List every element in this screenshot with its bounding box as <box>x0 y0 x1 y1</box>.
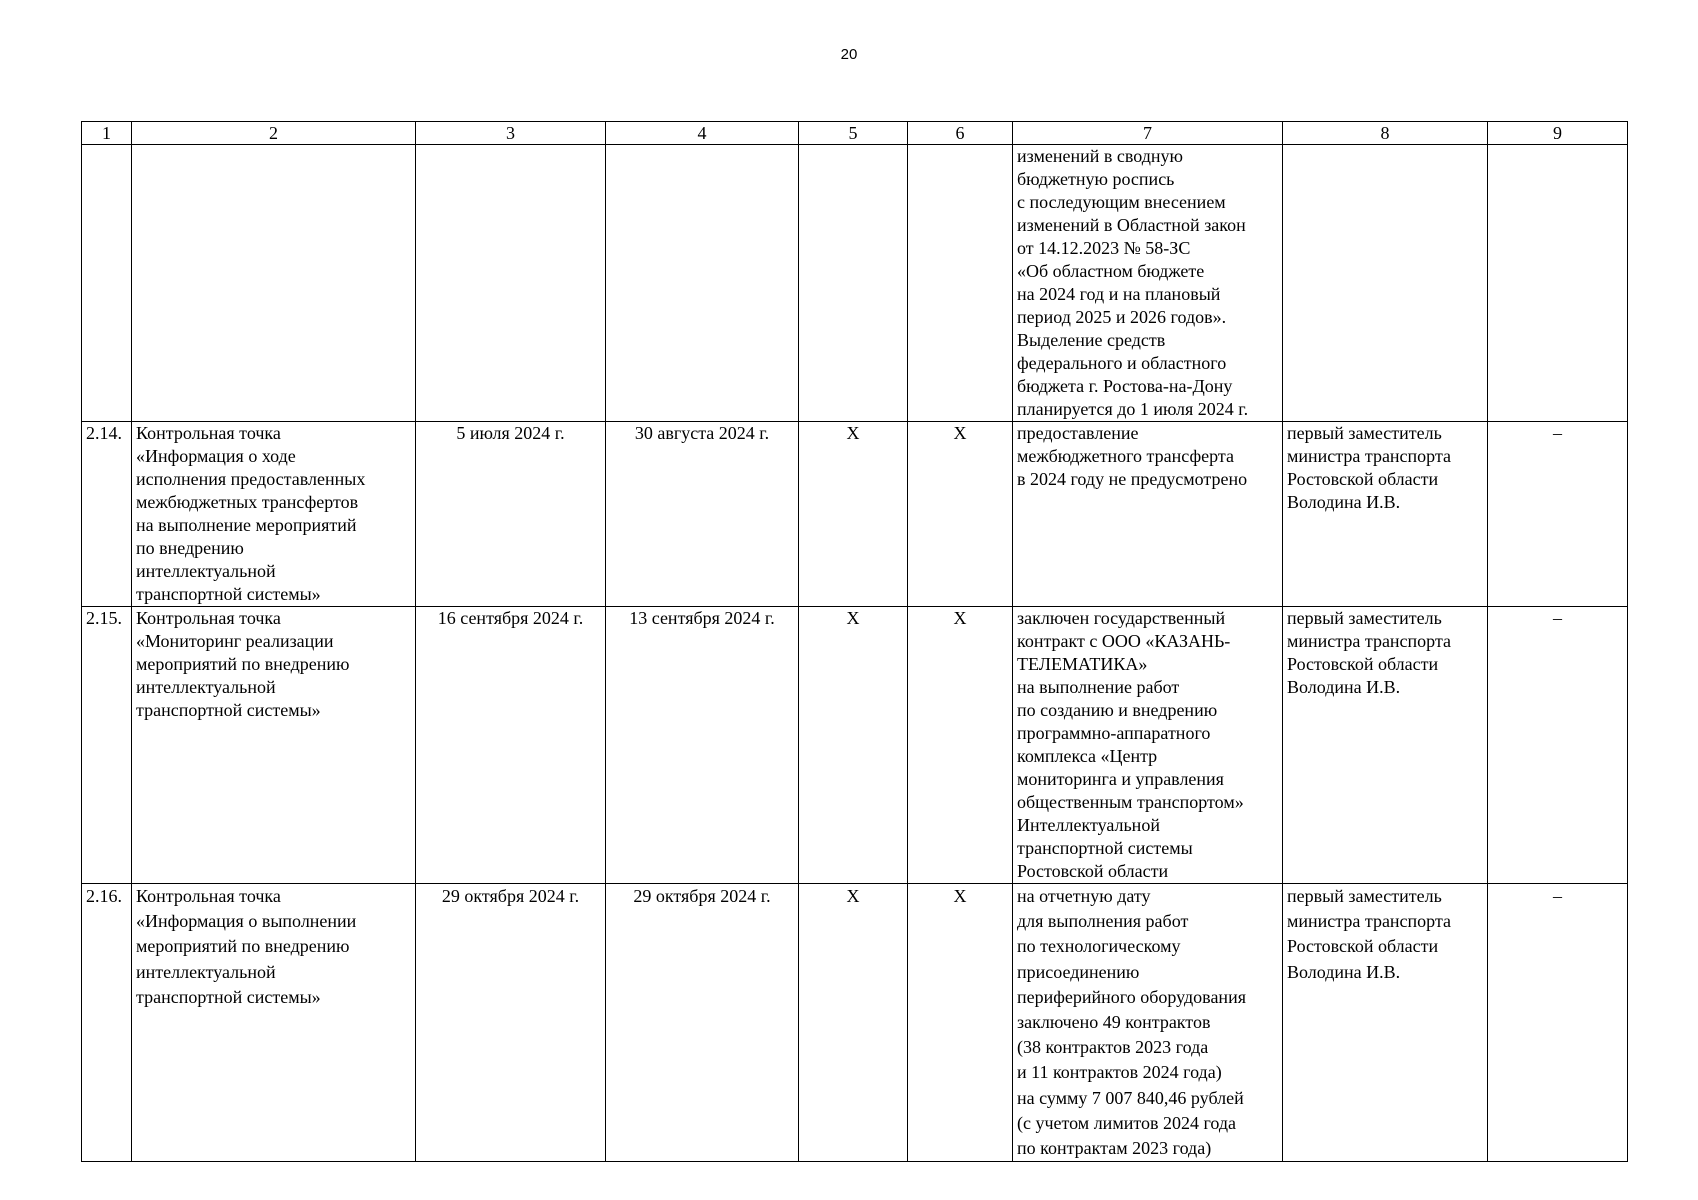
column-header: 7 <box>1013 122 1283 145</box>
text-line: «Об областном бюджете <box>1017 261 1205 281</box>
text-line: предоставление <box>1017 423 1139 443</box>
cell-responsible <box>1283 884 1488 1162</box>
cell-col6: Х <box>908 607 1013 884</box>
text-line: заключен государственный <box>1017 608 1226 628</box>
cell-num: 2.14. <box>82 422 132 607</box>
text-line: на выполнение работ <box>1017 677 1180 697</box>
text-line: контракт с ООО «КАЗАНЬ- <box>1017 631 1231 651</box>
text-line: по контрактам 2023 года) <box>1017 1138 1212 1159</box>
text-line: Володина И.В. <box>1287 961 1401 982</box>
column-header: 8 <box>1283 122 1488 145</box>
text-line: на отчетную дату <box>1017 886 1151 906</box>
column-header: 1 <box>82 122 132 145</box>
text-line: планируется до 1 июля 2024 г. <box>1017 399 1249 419</box>
column-header: 3 <box>416 122 606 145</box>
text-line: министра транспорта <box>1287 631 1452 651</box>
text-line: по созданию и внедрению <box>1017 700 1218 720</box>
cell-result <box>1013 145 1283 422</box>
text-line: изменений в сводную <box>1017 146 1183 166</box>
text-line: Володина И.В. <box>1287 492 1401 512</box>
text-line: и 11 контрактов 2024 года) <box>1017 1062 1222 1083</box>
text-line: Выделение средств <box>1017 330 1166 350</box>
cell-col6: Х <box>908 884 1013 1162</box>
text-line: мероприятий по внедрению <box>136 936 350 957</box>
text-line: транспортной системы» <box>136 700 321 720</box>
text-line: Интеллектуальной <box>1017 815 1160 835</box>
cell-result <box>1013 607 1283 884</box>
text-line: Ростовской области <box>1017 861 1169 881</box>
table-row <box>82 884 1628 1162</box>
cell-col5: Х <box>799 422 908 607</box>
text-line: интеллектуальной <box>136 561 276 581</box>
text-line: по технологическому <box>1017 936 1181 957</box>
text-line: на 2024 год и на плановый <box>1017 284 1221 304</box>
table-row-continuation <box>82 145 1628 422</box>
text-line: «Информация о выполнении <box>136 911 357 932</box>
text-line: от 14.12.2023 № 58-ЗС <box>1017 238 1191 258</box>
text-line: межбюджетных трансфертов <box>136 492 359 512</box>
text-line: транспортной системы» <box>136 584 321 604</box>
text-line: (с учетом лимитов 2024 года <box>1017 1112 1237 1133</box>
text-line: первый заместитель <box>1287 423 1442 443</box>
text-line: Контрольная точка <box>136 423 281 443</box>
text-line: присоединению <box>1017 961 1140 982</box>
text-line: мероприятий по внедрению <box>136 654 350 674</box>
text-line: Ростовской области <box>1287 936 1439 957</box>
text-line: министра транспорта <box>1287 446 1452 466</box>
table-row <box>82 422 1628 607</box>
text-line: для выполнения работ <box>1017 911 1189 932</box>
text-line: Ростовской области <box>1287 469 1439 489</box>
cell-col9: – <box>1488 884 1628 1162</box>
table-header-row <box>82 122 1628 145</box>
cell-name <box>132 607 416 884</box>
column-header: 5 <box>799 122 908 145</box>
cell-col5: Х <box>799 607 908 884</box>
text-line: комплекса «Центр <box>1017 746 1158 766</box>
page-number: 20 <box>840 46 858 63</box>
cell-fact-date: 13 сентября 2024 г. <box>606 607 799 884</box>
text-line: бюджета г. Ростова-на-Дону <box>1017 376 1233 396</box>
cell-plan-date: 16 сентября 2024 г. <box>416 607 606 884</box>
cell-fact-date: 29 октября 2024 г. <box>606 884 799 1162</box>
cell-num <box>82 145 132 422</box>
cell-name <box>132 145 416 422</box>
text-line: бюджетную роспись <box>1017 169 1175 189</box>
report-table <box>81 121 1628 1162</box>
text-line: программно-аппаратного <box>1017 723 1211 743</box>
text-line: в 2024 году не предусмотрено <box>1017 469 1248 489</box>
text-line: периферийного оборудования <box>1017 986 1246 1007</box>
cell-col5: Х <box>799 884 908 1162</box>
text-line: Ростовской области <box>1287 654 1439 674</box>
cell-fact-date: 30 августа 2024 г. <box>606 422 799 607</box>
text-line: на сумму 7 007 840,46 рублей <box>1017 1087 1244 1108</box>
text-line: ТЕЛЕМАТИКА» <box>1017 654 1148 674</box>
column-header: 2 <box>132 122 416 145</box>
text-line: Контрольная точка <box>136 886 281 906</box>
text-line: мониторинга и управления <box>1017 769 1224 789</box>
cell-fact-date <box>606 145 799 422</box>
cell-result <box>1013 422 1283 607</box>
cell-name <box>132 422 416 607</box>
text-line: период 2025 и 2026 годов». <box>1017 307 1227 327</box>
cell-col9: – <box>1488 422 1628 607</box>
text-line: исполнения предоставленных <box>136 469 366 489</box>
text-line: Контрольная точка <box>136 608 281 628</box>
text-line: министра транспорта <box>1287 911 1452 932</box>
text-line: с последующим внесением <box>1017 192 1226 212</box>
text-line: федерального и областного <box>1017 353 1227 373</box>
table-row <box>82 607 1628 884</box>
cell-num: 2.16. <box>82 884 132 1162</box>
text-line: на выполнение мероприятий <box>136 515 357 535</box>
text-line: интеллектуальной <box>136 961 276 982</box>
cell-plan-date: 29 октября 2024 г. <box>416 884 606 1162</box>
text-line: транспортной системы <box>1017 838 1193 858</box>
cell-col6 <box>908 145 1013 422</box>
cell-responsible <box>1283 607 1488 884</box>
cell-plan-date: 5 июля 2024 г. <box>416 422 606 607</box>
cell-responsible <box>1283 422 1488 607</box>
text-line: по внедрению <box>136 538 244 558</box>
text-line: Володина И.В. <box>1287 677 1401 697</box>
cell-col6: Х <box>908 422 1013 607</box>
text-line: межбюджетного трансферта <box>1017 446 1234 466</box>
cell-col5 <box>799 145 908 422</box>
text-line: первый заместитель <box>1287 886 1442 906</box>
text-line: «Информация о ходе <box>136 446 296 466</box>
cell-responsible <box>1283 145 1488 422</box>
cell-plan-date <box>416 145 606 422</box>
text-line: заключено 49 контрактов <box>1017 1012 1211 1033</box>
text-line: общественным транспортом» <box>1017 792 1244 812</box>
column-header: 4 <box>606 122 799 145</box>
text-line: интеллектуальной <box>136 677 276 697</box>
column-header: 6 <box>908 122 1013 145</box>
cell-result <box>1013 884 1283 1162</box>
text-line: изменений в Областной закон <box>1017 215 1246 235</box>
cell-name <box>132 884 416 1162</box>
text-line: (38 контрактов 2023 года <box>1017 1037 1209 1058</box>
cell-num: 2.15. <box>82 607 132 884</box>
cell-col9: – <box>1488 607 1628 884</box>
text-line: «Мониторинг реализации <box>136 631 334 651</box>
text-line: транспортной системы» <box>136 986 321 1007</box>
text-line: первый заместитель <box>1287 608 1442 628</box>
column-header: 9 <box>1488 122 1628 145</box>
cell-col9 <box>1488 145 1628 422</box>
